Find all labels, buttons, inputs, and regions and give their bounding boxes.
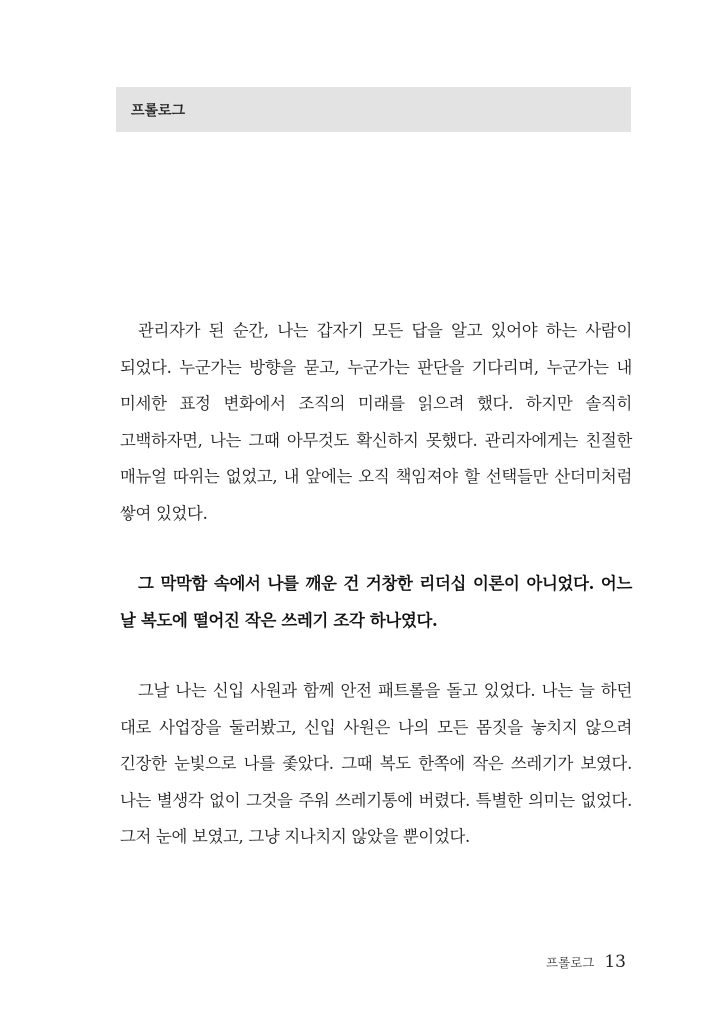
- paragraph-3: 그날 나는 신입 사원과 함께 안전 패트롤을 돌고 있었다. 나는 늘 하던 대로 사업장을 둘러봤고, 신입 사원은 나의 모든 몸짓을 놓치지 않으려 긴장한 눈빛으로 나를 좇았다. 그때 복도 한쪽에 작은 쓰레기가 보였다. 나는 별생각 없이 그것을 주워 쓰레기통에 버렸다. 특별한 의미는 없었다. 그저 눈에 보였고, 그냥 지나치지 않았을 뿐이었다.: [120, 681, 632, 846]
- footer-section-label: 프롤로그: [546, 955, 595, 970]
- page-number: 13: [604, 952, 626, 972]
- paragraph-1: 관리자가 된 순간, 나는 갑자기 모든 답을 알고 있어야 하는 사람이 되었다. 누군가는 방향을 묻고, 누군가는 판단을 기다리며, 누군가는 내 미세한 표정 변화에서 조직의 미래를 읽으려 했다. 하지만 솔직히 고백하자면, 나는 그때 아무것도 확신하지 못했다. 관리자에게는 친절한 매뉴얼 따위는 없었고, 내 앞에는 오직 책임져야 할 선택들만 산더미처럼 쌓여 있었다.: [120, 321, 632, 523]
- body-text: [120, 313, 632, 856]
- section-header: [116, 87, 631, 132]
- paragraph-2: 그 막막함 속에서 나를 깨운 건 거창한 리더십 이론이 아니었다. 어느 날 복도에 떨어진 작은 쓰레기 조각 하나였다.: [120, 574, 632, 630]
- section-title: 프롤로그: [131, 102, 186, 119]
- page-footer: [546, 952, 626, 972]
